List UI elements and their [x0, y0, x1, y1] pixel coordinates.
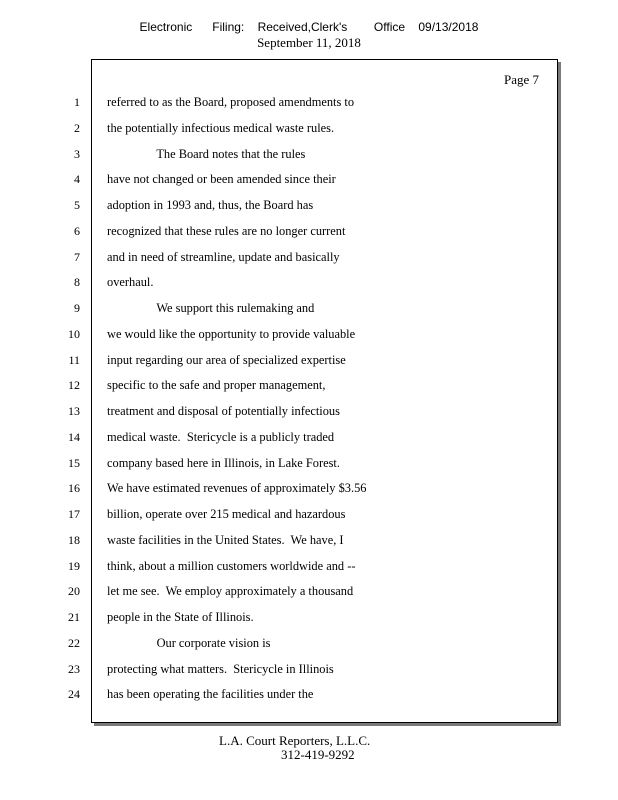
transcript-line: Our corporate vision is	[107, 635, 271, 650]
line-number: 6	[74, 223, 80, 238]
line-number: 13	[68, 404, 80, 418]
line-number: 3	[74, 146, 80, 161]
transcript-line: people in the State of Illinois.	[107, 610, 254, 624]
transcript-line: billion, operate over 215 medical and hazardous	[107, 507, 346, 521]
transcript-line: we would like the opportunity to provide valuable	[107, 326, 356, 341]
line-number: 22	[68, 635, 80, 650]
filing-stamp: Electronic Filing: Received,Clerk's Office 09/13/2018	[139, 20, 479, 34]
reporter-phone: 312-419-9292	[281, 747, 355, 762]
transcript-line: the potentially infectious medical waste rules.	[107, 120, 335, 135]
transcript-line: We support this rulemaking and	[107, 301, 315, 315]
line-number: 7	[74, 249, 80, 264]
transcript-line: referred to as the Board, proposed amendments to	[107, 95, 355, 109]
line-number: 17	[68, 507, 80, 521]
transcript-line: medical waste. Stericycle is a publicly traded	[107, 429, 335, 444]
transcript-line: have not changed or been amended since their	[107, 172, 336, 187]
transcript-line: let me see. We employ approximately a thousand	[107, 584, 354, 599]
line-number: 20	[68, 584, 80, 599]
line-number: 23	[68, 661, 80, 676]
transcript-line: think, about a million customers worldwide and --	[107, 558, 356, 573]
line-number: 16	[68, 481, 80, 496]
page-number: Page 7	[503, 72, 539, 87]
transcript-line: protecting what matters. Stericycle in Illinois	[107, 661, 334, 676]
line-number: 1	[74, 95, 80, 109]
transcript-line: recognized that these rules are no longer current	[107, 223, 346, 238]
transcript-line: input regarding our area of specialized expertise	[107, 352, 346, 367]
line-number: 19	[68, 558, 80, 573]
transcript-line: waste facilities in the United States. We have, I	[107, 532, 344, 547]
line-number: 9	[74, 301, 80, 315]
transcript-line: The Board notes that the rules	[107, 146, 306, 161]
line-number: 10	[68, 326, 80, 341]
transcript-line: company based here in Illinois, in Lake Forest.	[107, 455, 340, 470]
transcript-date: September 11, 2018	[257, 35, 361, 50]
filing-header	[0, 20, 618, 50]
line-number: 5	[74, 198, 80, 212]
transcript-line: and in need of streamline, update and basically	[107, 249, 340, 264]
line-number: 14	[68, 429, 80, 444]
line-number: 2	[74, 120, 80, 135]
reporter-company: L.A. Court Reporters, L.L.C.	[219, 733, 371, 748]
transcript-line: has been operating the facilities under the	[107, 687, 314, 702]
line-number-column	[40, 93, 80, 711]
transcript-line: overhaul.	[107, 275, 154, 290]
transcript-line: We have estimated revenues of approximately $3.56	[107, 481, 367, 496]
line-number: 15	[68, 455, 80, 470]
line-number: 11	[68, 352, 80, 367]
line-number: 8	[74, 275, 80, 290]
line-number: 12	[68, 378, 80, 393]
line-number: 24	[68, 687, 80, 702]
transcript-line: adoption in 1993 and, thus, the Board has	[107, 198, 314, 212]
line-number: 21	[68, 610, 80, 624]
line-number: 18	[68, 532, 80, 547]
transcript-line: specific to the safe and proper management,	[107, 378, 326, 393]
transcript-text	[107, 93, 547, 711]
transcript-line: treatment and disposal of potentially infectious	[107, 404, 340, 418]
line-number: 4	[74, 172, 80, 187]
